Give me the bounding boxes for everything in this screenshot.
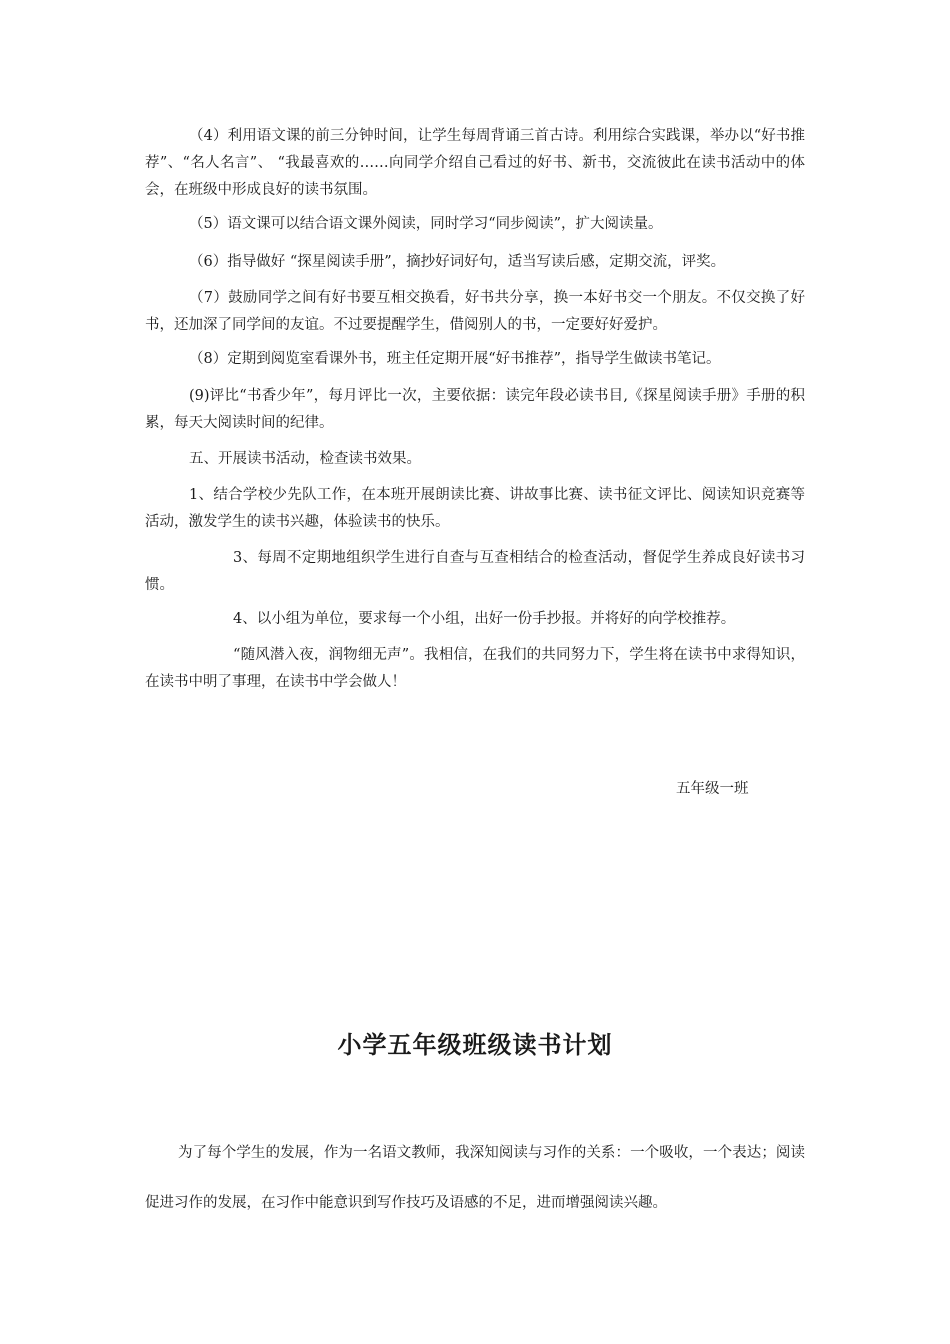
closing-quote-paragraph: “随风潜入夜，润物细无声”。我相信，在我们的共同努力下，学生将在读书中求得知识，在读书中明了事理，在读书中学会做人！	[145, 647, 805, 690]
paragraph-item-7: （7）鼓励同学之间有好书要互相交换看，好书共分享，换一本好书交一个朋友。不仅交换了好书，还加深了同学间的友谊。不过要提醒学生，借阅别人的书，一定要好好爱护。	[145, 290, 805, 333]
paragraph-item-4: （4）利用语文课的前三分钟时间，让学生每周背诵三首古诗。利用综合实践课，举办以“好书推荐”、“名人名言”、 “我最喜欢的……向同学介绍自己看过的好书、新书，交流彼此在读书活动中的体会，在班级中形成良好的读书氛围。	[145, 128, 805, 198]
paragraph-item-5: （5）语文课可以结合语文课外阅读，同时学习“同步阅读”，扩大阅读量。	[189, 216, 663, 232]
activity-item-4: 4、以小组为单位，要求每一个小组，出好一份手抄报。并将好的向学校推荐。	[233, 611, 736, 627]
section-heading-5: 五、开展读书活动，检查读书效果。	[189, 451, 421, 467]
paragraph-item-6: （6）指导做好 “探星阅读手册”，摘抄好词好句，适当写读后感，定期交流，评奖。	[189, 254, 726, 270]
paragraph-item-9: (9)评比“书香少年”，每月评比一次，主要依据：读完年段必读书目,《探星阅读手册》手册的积累，每天大阅读时间的纪律。	[145, 388, 805, 431]
intro-paragraph: 为了每个学生的发展，作为一名语文教师，我深知阅读与习作的关系：一个吸收，一个表达；阅读促进习作的发展，在习作中能意识到写作技巧及语感的不足，进而增强阅读兴趣。	[145, 1145, 805, 1211]
class-signature: 五年级一班	[676, 781, 749, 797]
activity-item-3: 3、每周不定期地组织学生进行自查与互查相结合的检查活动，督促学生养成良好读书习惯。	[145, 550, 805, 593]
document-title: 小学五年级班级读书计划	[337, 1031, 613, 1059]
activity-item-1: 1、结合学校少先队工作，在本班开展朗读比赛、讲故事比赛、读书征文评比、阅读知识竞赛等活动，激发学生的读书兴趣，体验读书的快乐。	[145, 487, 805, 530]
paragraph-item-8: （8）定期到阅览室看课外书，班主任定期开展“好书推荐”，指导学生做读书笔记。	[189, 351, 721, 367]
